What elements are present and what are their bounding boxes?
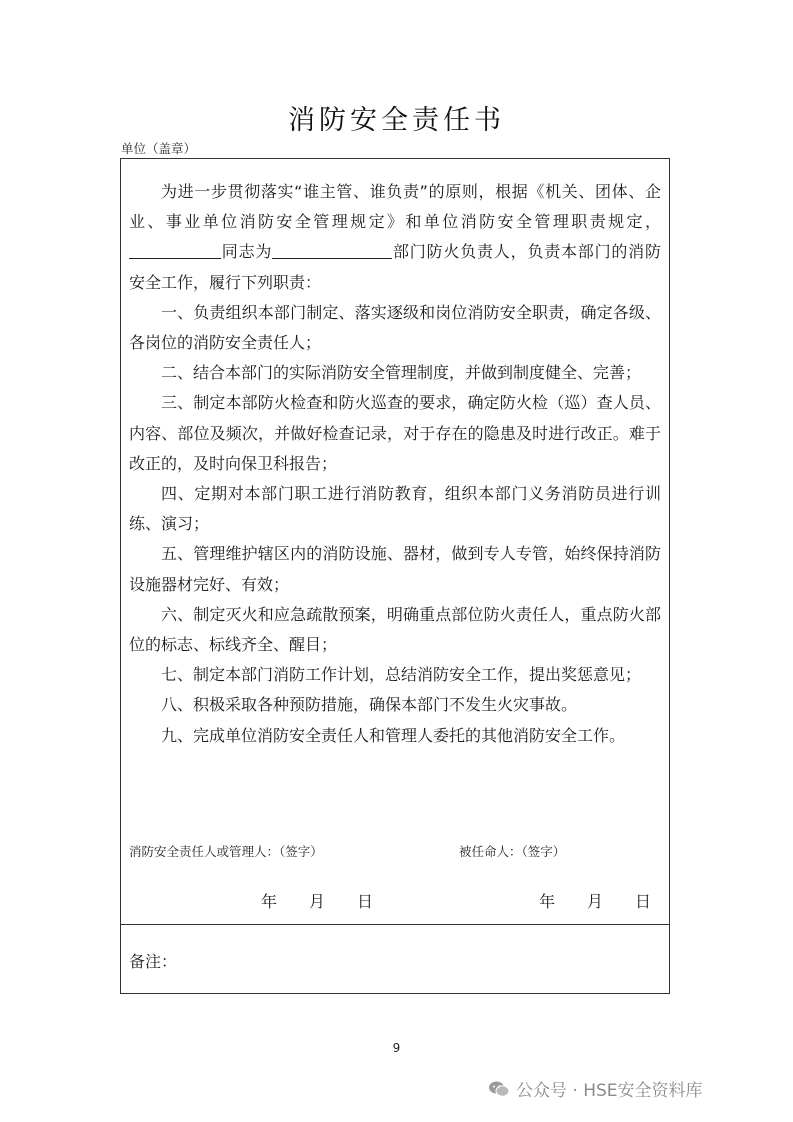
month-label: 月: [309, 892, 326, 911]
duty-item-5: 五、管理维护辖区内的消防设施、器材，做到专人专管，始终保持消防设施器材完好、有效；: [129, 544, 661, 594]
wechat-icon: [488, 1080, 510, 1098]
year-label: 年: [261, 892, 278, 911]
intro-paragraph: [129, 177, 661, 298]
name-blank[interactable]: [129, 240, 221, 259]
duty-item-3: 三、制定本部防火检查和防火巡查的要求，确定防火检（巡）查人员、内容、部位及频次，并做好检查记录，对于存在的隐患及时进行改正。难于改正的，及时向保卫科报告；: [129, 393, 661, 473]
remark-label: 备注：: [129, 952, 178, 971]
year-label: 年: [539, 892, 556, 911]
intro-text-c: 部门防火负责人，负责本部门的消防安全工作，履行下列职责：: [129, 242, 661, 292]
intro-text-a: 为进一步贯彻落实“谁主管、谁负责”的原则，根据《机关、团体、企业、事业单位消防安全管理规定》和单位消防安全管理职责规定，: [129, 182, 661, 232]
department-blank[interactable]: [272, 240, 392, 259]
intro-text-b: 同志为: [221, 242, 273, 262]
date-right: [539, 889, 651, 912]
page-number: 9: [392, 1041, 401, 1055]
responsibility-table: [120, 158, 670, 994]
watermark-text: 公众号 · HSE安全资料库: [516, 1081, 703, 1101]
duty-item-4: 四、定期对本部门职工进行消防教育，组织本部门义务消防员进行训练、演习；: [129, 484, 661, 534]
watermark: [488, 1076, 703, 1101]
duty-item-7: 七、制定本部门消防工作计划，总结消防安全工作，提出奖惩意见；: [161, 665, 642, 685]
month-label: 月: [587, 892, 604, 911]
document-title: 消防安全责任书: [288, 105, 505, 136]
duty-item-2: 二、结合本部门的实际消防安全管理制度，并做到制度健全、完善；: [161, 363, 642, 383]
duty-item-8: 八、积极采取各种预防措施，确保本部门不发生火灾事故。: [161, 695, 578, 715]
table-divider: [121, 924, 669, 925]
unit-stamp-label: 单位（盖章）: [121, 141, 197, 156]
body-text: [129, 177, 661, 751]
responsible-person-signature-label: 消防安全责任人或管理人：（签字）: [129, 844, 323, 859]
duty-item-9: 九、完成单位消防安全责任人和管理人委托的其他消防安全工作。: [161, 725, 626, 745]
duty-item-6: 六、制定灭火和应急疏散预案，明确重点部位防火责任人，重点防火部位的标志、标线齐全、醒目；: [129, 604, 661, 655]
day-label: 日: [357, 892, 374, 911]
date-left: [261, 889, 373, 912]
appointee-signature-label: 被任命人：（签字）: [459, 844, 566, 859]
duty-item-1: 一、负责组织本部门制定、落实逐级和岗位消防安全职责，确定各级、各岗位的消防安全责任人；: [129, 302, 661, 353]
day-label: 日: [635, 892, 652, 911]
